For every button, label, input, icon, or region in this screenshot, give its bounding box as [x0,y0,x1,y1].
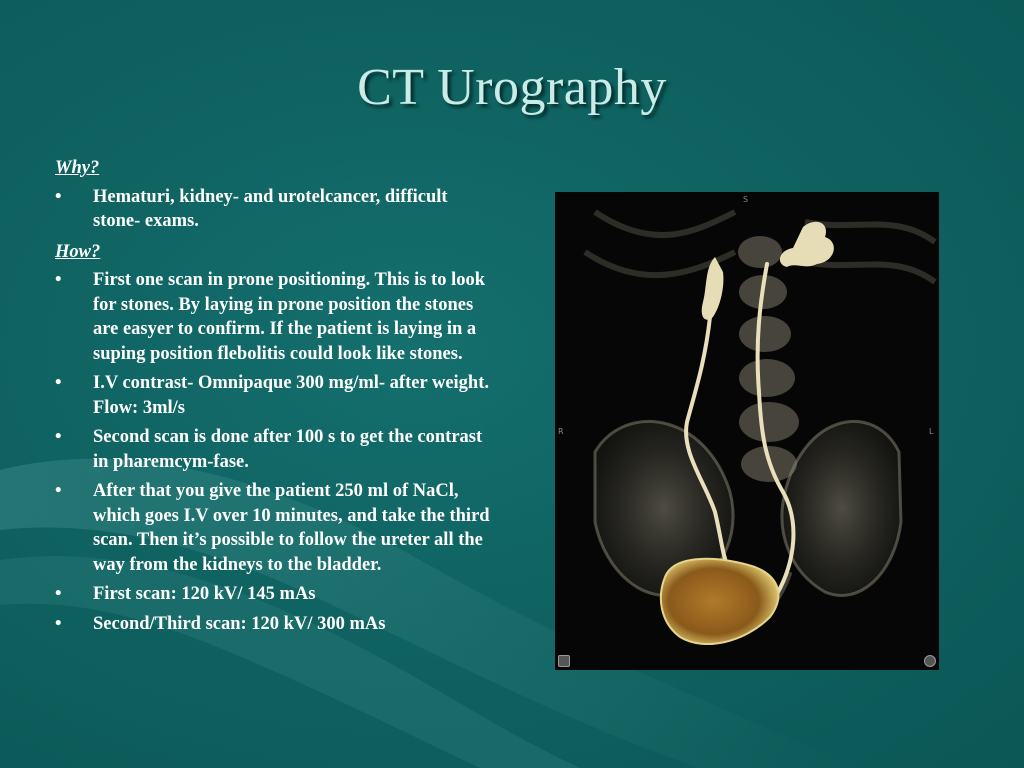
svg-text:R: R [558,427,564,436]
bullet-item [55,612,495,637]
svg-text:S: S [743,195,749,204]
bullet-text: I.V contrast- Omnipaque 300 mg/ml- after weight. Flow: 3ml/s [93,373,490,418]
bullet-item [55,425,495,474]
bullet-symbol: • [55,270,62,290]
settings-corner-icon[interactable] [924,655,936,667]
zoom-corner-icon[interactable] [558,655,570,667]
why-bullet-list [55,185,495,234]
ct-render-illustration [555,192,939,670]
bullet-symbol: • [55,613,62,634]
slide-title: CT Urography [357,59,667,116]
bullet-item [55,371,495,420]
bullet-item [55,479,495,577]
svg-text:L: L [929,427,934,436]
bullet-text: Second/Third scan: 120 kV/ 300 mAs [93,613,386,634]
bullet-text: Hematuri, kidney- and urotelcancer, difficult stone- exams. [93,186,448,231]
bullet-item [55,582,495,607]
section-heading-why: Why? [55,158,100,178]
how-bullet-list [55,268,495,636]
bullet-item [55,268,495,366]
ct-urography-image [555,192,939,670]
bullet-symbol: • [55,584,62,604]
bullet-text: Second scan is done after 100 s to get the contrast in pharemcym-fase. [93,427,483,472]
bullet-symbol: • [55,481,62,501]
slide-content [55,154,495,642]
bullet-item [55,185,495,234]
section-heading-how: How? [55,241,101,262]
bullet-symbol: • [55,427,62,447]
bullet-symbol: • [55,186,62,207]
bullet-text: First one scan in prone positioning. This is to look for stones. By laying in prone position the stones are easyer to confirm. If the patient is laying in a suping position flebolitis could look like stones. [93,270,486,364]
bullet-text: First scan: 120 kV/ 145 mAs [93,584,316,604]
bullet-symbol: • [55,373,62,393]
bullet-text: After that you give the patient 250 ml of NaCl, which goes I.V over 10 minutes, and take the third scan. Then it’s possible to follow the ureter all the way from the kidneys to the bladder. [93,481,490,575]
